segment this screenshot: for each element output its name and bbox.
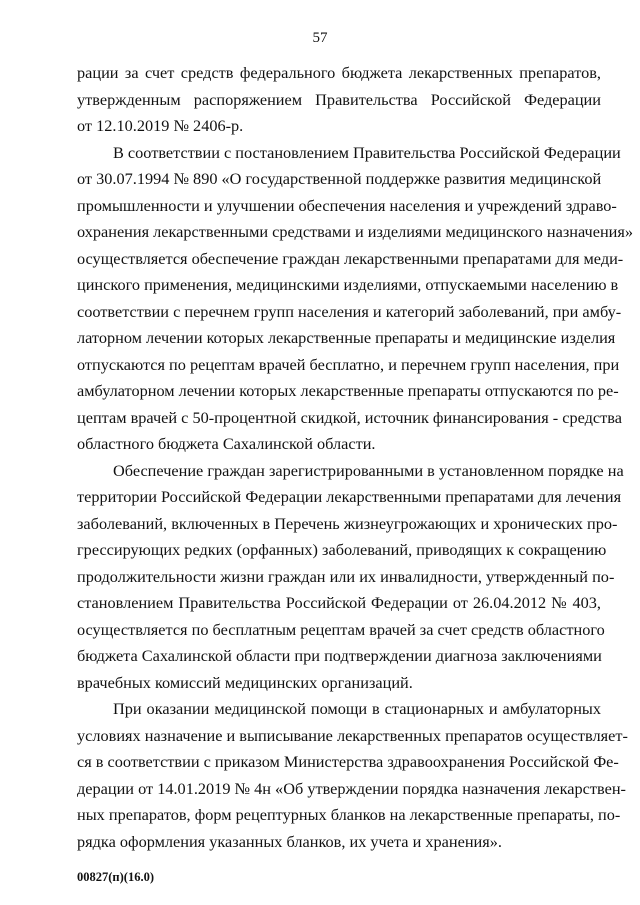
text-line: ных препаратов, форм рецептурных бланков на лекарственные препараты, по- xyxy=(77,805,621,824)
text-line: При оказании медицинской помощи в стационарных и амбулаторных xyxy=(113,699,601,718)
text-line: дерации от 14.01.2019 № 4н «Об утверждении порядка назначения лекарствен- xyxy=(77,778,626,798)
text-line: от 12.10.2019 № 2406-р. xyxy=(77,116,244,135)
text-line: становлением Правительства Российской Федерации от 26.04.2012 № 403, xyxy=(77,593,601,612)
text-line: цинского применения, медицинскими изделиями, отпускаемыми населению в xyxy=(77,275,619,294)
text-line: врачебных комиссий медицинских организаций. xyxy=(77,672,413,692)
text-line: заболеваний, включенных в Перечень жизнеугрожающих и хронических про- xyxy=(77,513,618,533)
text-line: отпускаются по рецептам врачей бесплатно, и перечнем групп населения, при xyxy=(77,354,620,374)
text-line: осуществляется по бесплатным рецептам врачей за счет средств областного xyxy=(77,619,605,639)
text-line: амбулаторном лечении которых лекарственные препараты отпускаются по ре- xyxy=(77,381,619,400)
text-line: рядка оформления указанных бланков, их учета и хранения». xyxy=(77,831,502,851)
paragraph xyxy=(77,458,624,697)
page-number: 57 xyxy=(312,30,328,46)
text-line: латорном лечении которых лекарственные препараты и медицинские изделия xyxy=(77,328,616,347)
text-line: охранения лекарственными средствами и изделиями медицинского назначения» xyxy=(77,222,634,241)
document-footer-code: 00827(п)(16.0) xyxy=(77,870,154,884)
document-body xyxy=(77,60,634,855)
text-line: грессирующих редких (орфанных) заболеваний, приводящих к сокращению xyxy=(77,540,607,559)
text-line: ся в соответствии с приказом Министерства здравоохранения Российской Фе- xyxy=(77,752,619,771)
text-line: рации за счет средств федерального бюджета лекарственных препаратов, xyxy=(77,63,601,82)
text-line: продолжительности жизни граждан или их инвалидности, утвержденный по- xyxy=(77,566,615,586)
text-line: промышленности и улучшении обеспечения населения и учреждений здраво- xyxy=(77,195,617,215)
text-line: от 30.07.1994 № 890 «О государственной поддержке развития медицинской xyxy=(77,169,602,188)
text-line: областного бюджета Сахалинской области. xyxy=(77,434,376,453)
text-line: В соответствии с постановлением Правительства Российской Федерации xyxy=(113,142,621,162)
paragraph xyxy=(77,696,628,855)
text-line: утвержденным распоряжением Правительства Российской Федерации xyxy=(77,89,601,109)
text-line: бюджета Сахалинской области при подтверждении диагноза заключениями xyxy=(77,646,602,665)
text-line: осуществляется обеспечение граждан лекарственными препаратами для меди- xyxy=(77,248,624,268)
text-line: Обеспечение граждан зарегистрированными в установленном порядке на xyxy=(113,460,624,480)
text-line: территории Российской Федерации лекарственными препаратами для лечения xyxy=(77,487,622,506)
text-line: соответствии с перечнем групп населения и категорий заболеваний, при амбу- xyxy=(77,301,622,321)
text-line: цептам врачей с 50-процентной скидкой, источник финансирования - средства xyxy=(77,407,622,427)
paragraph xyxy=(77,140,634,458)
paragraph xyxy=(77,60,601,140)
text-line: условиях назначение и выписывание лекарственных препаратов осуществляет- xyxy=(77,725,628,745)
